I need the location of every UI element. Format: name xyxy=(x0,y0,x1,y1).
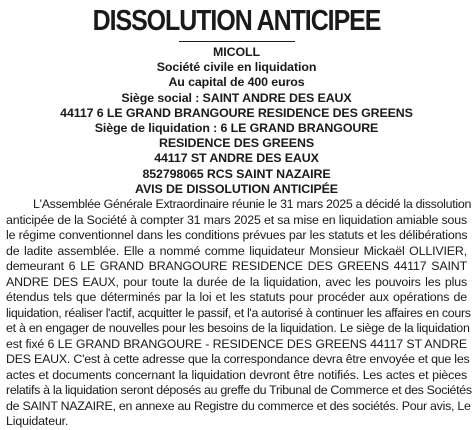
body-line: le régime conventionnel dans les conditions prévues par les statuts et les délibérations xyxy=(6,228,468,243)
registered-office: Siège social : SAINT ANDRE DES EAUX xyxy=(121,90,352,105)
body-line: Liquidateur. xyxy=(6,414,69,429)
legal-form: Société civile en liquidation xyxy=(156,60,317,75)
liquidation-office: Siège de liquidation : 6 LE GRAND BRANGOURE xyxy=(94,121,379,136)
body-line: et à en engager de nouvelles pour les besoins de la liquidation. Le siège de la liquidation xyxy=(6,321,470,336)
notice-subtitle: AVIS DE DISSOLUTION ANTICIPÉE xyxy=(135,181,338,196)
body-line: demeurant 6 LE GRAND BRANGOURE RESIDENCE DES GREENS 44117 SAINT xyxy=(6,259,467,274)
rcs-number: 852798065 RCS SAINT NAZAIRE xyxy=(142,166,331,181)
body-line: relatifs à la liquidation seront déposés au greffe du Tribunal de Commerce et des Sociétés xyxy=(6,383,472,398)
body-line: étendus tels que déterminés par la loi et les statuts pour procéder aux opérations de xyxy=(6,290,467,305)
body-line: de SAINT NAZAIRE, en annexe au Registre du commerce et des sociétés. Pour avis, Le xyxy=(6,398,471,413)
body-line: actes et documents concernant la liquidation devront être notifiés. Les actes et pièces xyxy=(6,367,467,382)
body-line: anticipée de la Société à compter 31 mars 2025 et sa mise en liquidation amiable sous xyxy=(6,212,467,227)
company-name: MICOLL xyxy=(213,45,260,59)
body-line: liquidation, réaliser l'actif, acquitter le passif, et l'a autorisé à continuer les affaires en cours xyxy=(6,305,471,320)
liquidation-office-residence: RESIDENCE DES GREENS xyxy=(159,136,314,151)
liquidation-office-city: 44117 ST ANDRE DES EAUX xyxy=(154,151,319,166)
body-line: est fixé 6 LE GRAND BRANGOURE - RESIDENCE DES GREENS 44117 ST ANDRE xyxy=(6,336,467,351)
notice-body xyxy=(6,197,472,430)
body-line: L'Assemblée Générale Extraordinaire réunie le 31 mars 2025 a décidé la dissolution xyxy=(33,197,472,212)
company-header xyxy=(6,45,467,197)
title-divider xyxy=(179,41,295,42)
body-line: de ladite assemblée. Elle a nommé comme liquidateur Monsieur Mickaël OLLIVIER, xyxy=(6,243,467,258)
notice-title: DISSOLUTION ANTICIPEE xyxy=(92,5,381,37)
body-line: ANDRE DES EAUX, pour toute la durée de la liquidation, avec les pouvoirs les plus xyxy=(6,274,467,289)
body-line: DES EAUX. C'est à cette adresse que la correspondance devra être envoyée et que les xyxy=(6,352,470,367)
share-capital: Au capital de 400 euros xyxy=(168,75,305,90)
registered-office-address: 44117 6 LE GRAND BRANGOURE RESIDENCE DES GREENS xyxy=(60,105,413,120)
